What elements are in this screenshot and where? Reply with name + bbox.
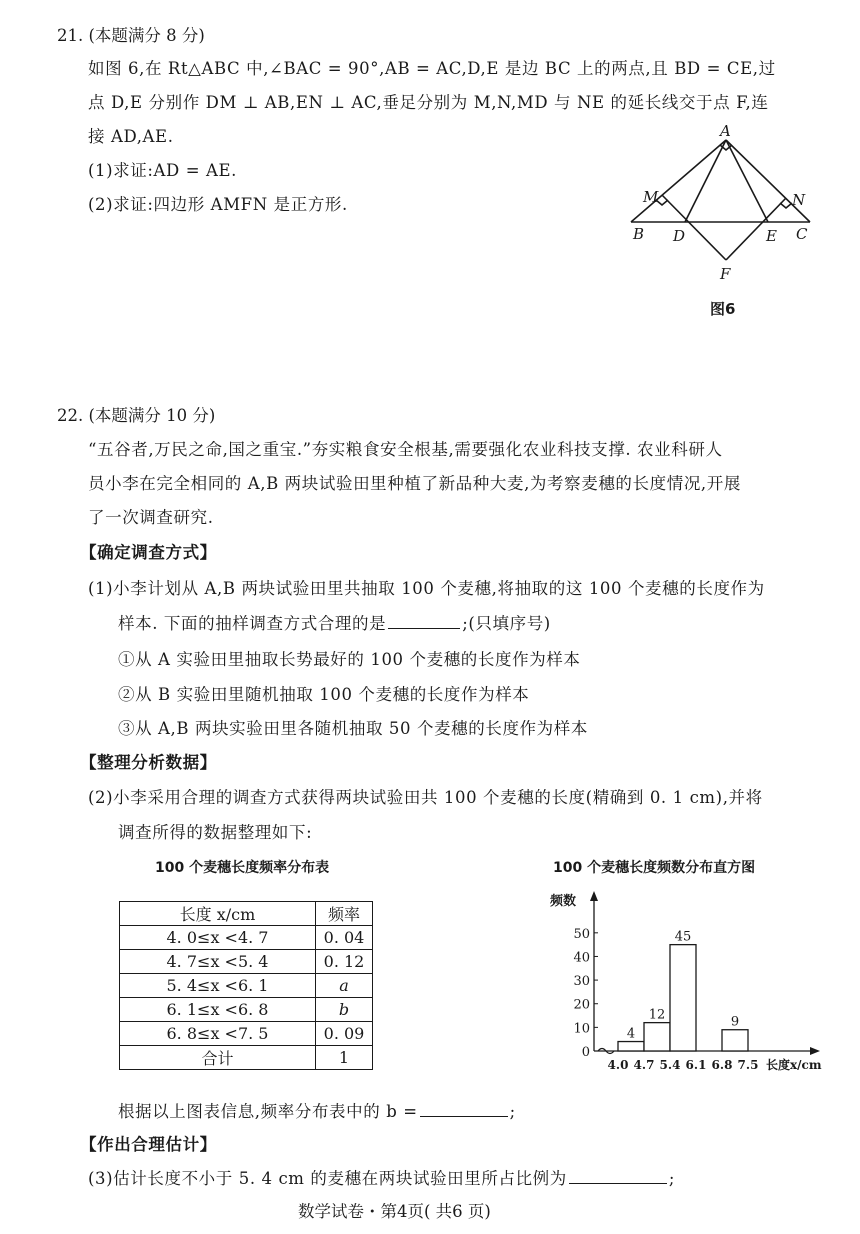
q21-sub1: (1)求证:AD = AE. bbox=[88, 161, 237, 180]
histogram-chart bbox=[530, 885, 830, 1077]
x-tick-label: 5.4 bbox=[659, 1058, 681, 1072]
section-heading-2: 【整理分析数据】 bbox=[80, 753, 217, 772]
q22-header bbox=[57, 402, 215, 426]
figure-6 bbox=[596, 118, 846, 328]
y-tick-label: 50 bbox=[573, 926, 590, 942]
label-a: A bbox=[720, 122, 731, 140]
label-e: E bbox=[766, 227, 777, 245]
q22-score: (本题满分 10 分) bbox=[88, 406, 216, 425]
q22-part3 bbox=[88, 1165, 675, 1189]
table-header-row bbox=[120, 902, 373, 926]
bar-data-label: 4 bbox=[626, 1026, 636, 1042]
segment-ae bbox=[726, 140, 768, 222]
table-cell-total-value: 1 bbox=[316, 1046, 373, 1070]
label-c: C bbox=[796, 225, 808, 243]
table-cell-frequency: 0. 04 bbox=[316, 926, 373, 950]
histogram-bar bbox=[618, 1042, 644, 1051]
bar-data-label: 12 bbox=[648, 1007, 666, 1023]
table-header-frequency: 频率 bbox=[316, 902, 373, 926]
x-tick-label: 6.1 bbox=[685, 1058, 707, 1072]
bar-data-label: 9 bbox=[730, 1014, 740, 1030]
right-angle-mark-n bbox=[780, 203, 792, 208]
q22-part2-line-1: (2)小李采用合理的调查方式获得两块试验田共 100 个麦穗的长度(精确到 0. 1 cm),并将 bbox=[88, 788, 763, 807]
y-axis-title: 频数 bbox=[550, 894, 577, 909]
histogram-bar bbox=[722, 1030, 748, 1051]
q22-part1-prompt: 样本. 下面的抽样调查方式合理的是 bbox=[118, 614, 387, 633]
histogram-title: 100 个麦穗长度频数分布直方图 bbox=[553, 860, 756, 876]
segment-nf bbox=[726, 198, 786, 260]
x-axis-arrow bbox=[810, 1047, 820, 1055]
label-f: F bbox=[720, 265, 731, 283]
table-cell-total-label: 合计 bbox=[120, 1046, 316, 1070]
q21-stem-line-3: 接 AD,AE. bbox=[88, 127, 174, 146]
q22-intro-line-3: 了一次调查研究. bbox=[88, 508, 214, 527]
q22-part2-suffix: ; bbox=[509, 1102, 516, 1121]
q22-part3-suffix: ; bbox=[668, 1169, 676, 1188]
q21-header bbox=[57, 22, 205, 46]
table-cell-frequency: 0. 12 bbox=[316, 950, 373, 974]
histogram-bar bbox=[670, 945, 696, 1051]
q22-number: 22. bbox=[57, 406, 84, 425]
answer-blank-2[interactable] bbox=[420, 1102, 508, 1117]
x-tick-label: 6.8 bbox=[711, 1058, 733, 1072]
q22-part2-prompt: 根据以上图表信息,频率分布表中的 b = bbox=[118, 1102, 418, 1121]
x-tick-label: 7.5 bbox=[737, 1058, 759, 1072]
q22-part1-line-2 bbox=[118, 610, 551, 634]
q21-number: 21. bbox=[57, 26, 84, 45]
x-tick-label: 4.0 bbox=[607, 1058, 629, 1072]
y-tick-label: 40 bbox=[573, 950, 590, 966]
y-tick-label: 20 bbox=[573, 997, 590, 1013]
answer-blank-1[interactable] bbox=[388, 614, 460, 629]
table-cell-range: 5. 4≤x <6. 1 bbox=[120, 974, 316, 998]
y-tick-label: 30 bbox=[573, 974, 590, 990]
figure-caption: 图6 bbox=[710, 300, 736, 318]
table-cell-range: 6. 8≤x <7. 5 bbox=[120, 1022, 316, 1046]
label-d: D bbox=[673, 227, 686, 245]
table-header-length: 长度 x/cm bbox=[120, 902, 316, 926]
table-row bbox=[120, 1022, 373, 1046]
page-footer: 数学试卷・第4页( 共6 页) bbox=[298, 1202, 491, 1221]
answer-blank-3[interactable] bbox=[569, 1169, 667, 1184]
table-cell-range: 6. 1≤x <6. 8 bbox=[120, 998, 316, 1022]
option-3: ③从 A,B 两块实验田里各随机抽取 50 个麦穗的长度作为样本 bbox=[118, 719, 588, 738]
q21-stem-line-1: 如图 6,在 Rt△ABC 中,∠BAC = 90°,AB = AC,D,E 是边 BC 上的两点,且 BD = CE,过 bbox=[88, 59, 776, 78]
y-tick-label: 10 bbox=[573, 1021, 590, 1037]
table-row bbox=[120, 926, 373, 950]
x-tick-label: 4.7 bbox=[633, 1058, 655, 1072]
table-row bbox=[120, 950, 373, 974]
q21-score: (本题满分 8 分) bbox=[88, 26, 205, 45]
label-m: M bbox=[643, 188, 659, 206]
q22-part1-line-1: (1)小李计划从 A,B 两块试验田里共抽取 100 个麦穗,将抽取的这 100 个麦穗的长度作为 bbox=[88, 579, 765, 598]
section-heading-3: 【作出合理估计】 bbox=[80, 1135, 217, 1154]
q22-part2-line-2: 调查所得的数据整理如下: bbox=[118, 823, 313, 842]
table-cell-range: 4. 7≤x <5. 4 bbox=[120, 950, 316, 974]
frequency-table bbox=[119, 901, 373, 1070]
x-axis-title: 长度x/cm bbox=[766, 1058, 822, 1072]
q22-part1-suffix: ;(只填序号) bbox=[462, 614, 551, 633]
bar-data-label: 45 bbox=[674, 929, 692, 945]
q22-intro-line-2: 员小李在完全相同的 A,B 两块试验田里种植了新品种大麦,为考察麦穗的长度情况,开展 bbox=[88, 474, 741, 493]
table-cell-frequency: 0. 09 bbox=[316, 1022, 373, 1046]
q22-intro-line-1: “五谷者,万民之命,国之重宝.”夯实粮食安全根基,需要强化农业科技支撑. 农业科研人 bbox=[88, 440, 723, 459]
table-row bbox=[120, 974, 373, 998]
q21-stem-line-2: 点 D,E 分别作 DM ⊥ AB,EN ⊥ AC,垂足分别为 M,N,MD 与 NE 的延长线交于点 F,连 bbox=[88, 93, 769, 112]
segment-ab bbox=[631, 140, 726, 222]
q21-sub2: (2)求证:四边形 AMFN 是正方形. bbox=[88, 195, 348, 214]
segment-ac bbox=[726, 140, 810, 222]
table-cell-range: 4. 0≤x <4. 7 bbox=[120, 926, 316, 950]
segment-ad bbox=[685, 140, 726, 222]
table-title: 100 个麦穗长度频率分布表 bbox=[155, 860, 330, 876]
q22-part2-question bbox=[118, 1098, 516, 1122]
label-n: N bbox=[792, 191, 806, 209]
option-1: ①从 A 实验田里抽取长势最好的 100 个麦穗的长度作为样本 bbox=[118, 650, 581, 669]
table-row bbox=[120, 998, 373, 1022]
y-axis-arrow bbox=[590, 891, 598, 901]
q22-part3-prompt: (3)估计长度不小于 5. 4 cm 的麦穗在两块试验田里所占比例为 bbox=[88, 1169, 567, 1188]
y-tick-label: 0 bbox=[581, 1045, 590, 1060]
table-row-total bbox=[120, 1046, 373, 1070]
table-cell-frequency: a bbox=[316, 974, 373, 998]
histogram-bar bbox=[644, 1023, 670, 1051]
label-b: B bbox=[633, 225, 645, 243]
option-2: ②从 B 实验田里随机抽取 100 个麦穗的长度作为样本 bbox=[118, 685, 530, 704]
table-cell-frequency: b bbox=[316, 998, 373, 1022]
section-heading-1: 【确定调查方式】 bbox=[80, 543, 217, 562]
